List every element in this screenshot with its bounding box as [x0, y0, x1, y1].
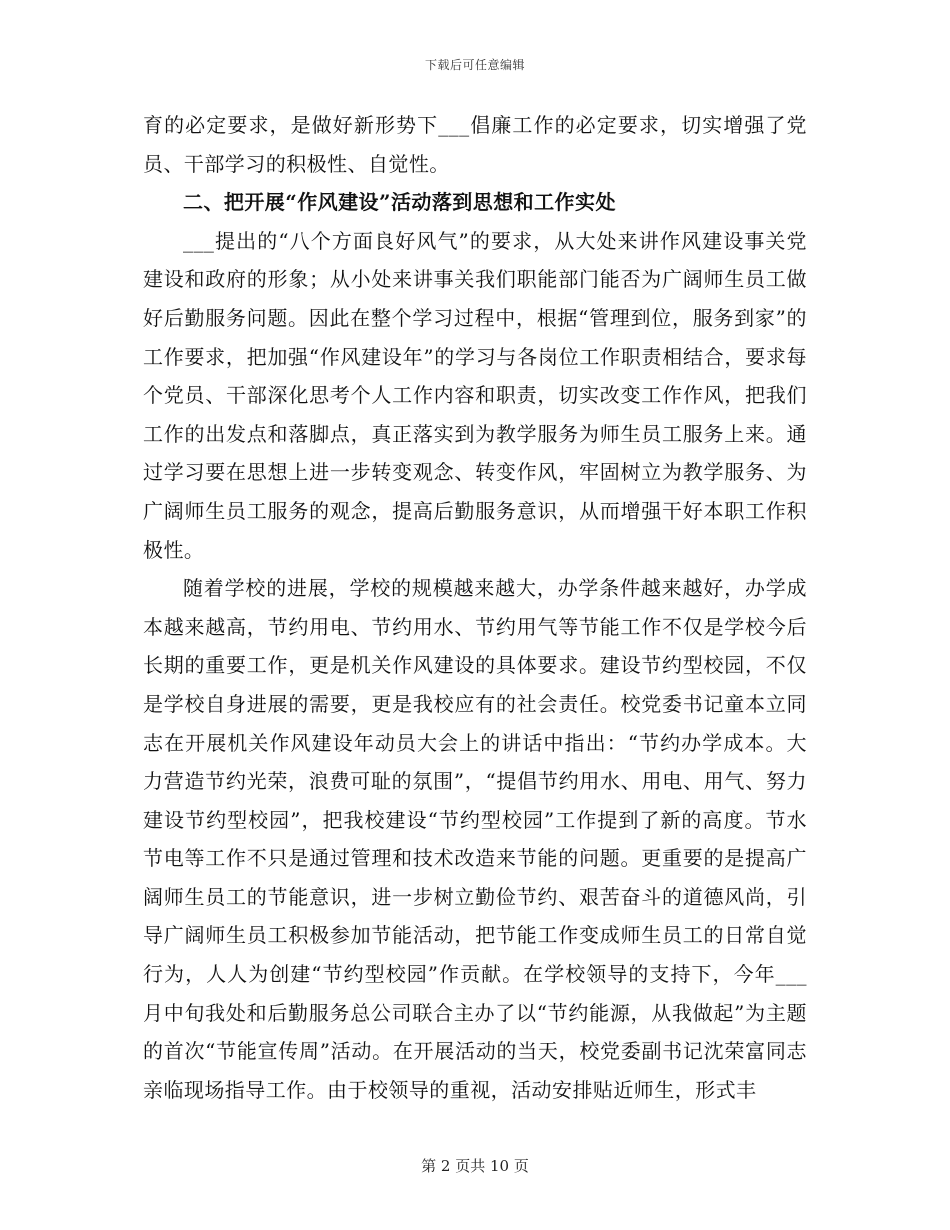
- paragraph: ___提出的“八个方面良好风气”的要求，从大处来讲作风建设事关党建设和政府的形象；从小处来讲事关我们职能部门能否为广阔师生员工做好后勤服务问题。因此在整个学习过程中，根据“管理到位，服务到家”的工作要求，把加强“作风建设年”的学习与各岗位工作职责相结合，要求每个党员、干部深化思考个人工作内容和职责，切实改变工作作风，把我们工作的出发点和落脚点，真正落实到为教学服务为师生员工服务上来。通过学习要在思想上进一步转变观念、转变作风，牢固树立为教学服务、为广阔师生员工服务的观念，提高后勤服务意识，从而增强干好本职工作积极性。: [143, 228, 807, 562]
- paragraph: 随着学校的进展，学校的规模越来越大，办学条件越来越好，办学成本越来越高，节约用电、节约用水、节约用气等节能工作不仅是学校今后长期的重要工作，更是机关作风建设的具体要求。建设节约型校园，不仅是学校自身进展的需要，更是我校应有的社会责任。校党委书记童本立同志在开展机关作风建设年动员大会上的讲话中指出：“节约办学成本。大力营造节约光荣，浪费可耻的氛围”，“提倡节约用水、用电、用气、努力建设节约型校园”，把我校建设“节约型校园”工作提到了新的高度。节水节电等工作不只是通过管理和技术改造来节能的问题。更重要的是提高广阔师生员工的节能意识，进一步树立勤俭节约、艰苦奋斗的道德风尚，引导广阔师生员工积极参加节能活动，把节能工作变成师生员工的日常自觉行为，人人为创建“节约型校园”作贡献。在学校领导的支持下，今年___月中旬我处和后勤服务总公司联合主办了以“节约能源，从我做起”为主题的首次“节能宣传周”活动。在开展活动的当天，校党委副书记沈荣富同志亲临现场指导工作。由于校领导的重视，活动安排贴近师生，形式丰: [143, 576, 807, 1102]
- document-body: [143, 106, 807, 1109]
- page-header: 下载后可任意编辑: [424, 58, 525, 72]
- section-heading: 二、把开展“作风建设”活动落到思想和工作实处: [183, 190, 616, 215]
- page-footer: 第 2 页共 10 页: [421, 1157, 529, 1175]
- paragraph-continuation: 育的必定要求，是做好新形势下___倡廉工作的必定要求，切实增强了党员、干部学习的积极性、自觉性。: [143, 113, 807, 176]
